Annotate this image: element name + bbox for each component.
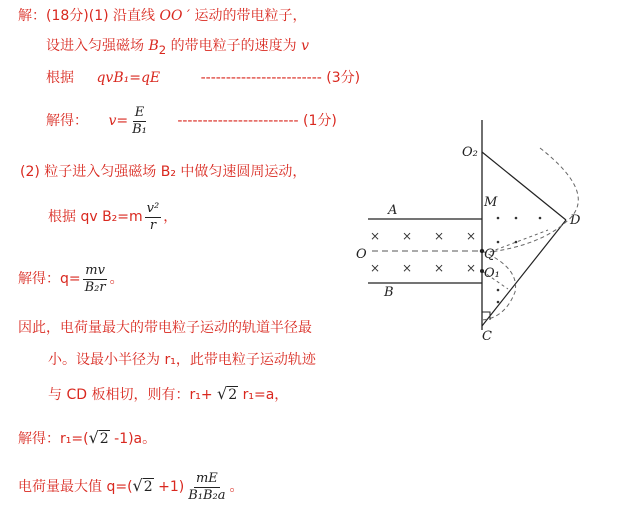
dashes-3: ------------------------ bbox=[200, 70, 322, 86]
v-symbol: v bbox=[301, 38, 309, 54]
frac-num: mv bbox=[85, 262, 105, 278]
label-o1: O₁ bbox=[484, 266, 500, 281]
label-q: Q bbox=[484, 247, 495, 262]
oo-prime: OO ′ bbox=[159, 8, 191, 24]
dashes-4: ------------------------ bbox=[177, 113, 299, 129]
line-1-head: 解：(18分)(1) 沿直线 bbox=[18, 8, 160, 24]
equation-force-balance: qvB₁=qE bbox=[96, 70, 161, 86]
line-3-head: 根据 bbox=[46, 70, 74, 86]
sqrt-2: √2 bbox=[88, 428, 109, 447]
label-c: C bbox=[482, 329, 492, 344]
line-10-tail: r₁=a， bbox=[238, 387, 289, 403]
line-2-head: 设进入匀强磁场 bbox=[46, 38, 149, 54]
field-dot bbox=[497, 217, 500, 220]
frac-num: mE bbox=[195, 470, 218, 486]
line-6-head: 根据 bbox=[48, 209, 81, 225]
label-o: O bbox=[356, 247, 367, 262]
line-2-tail: 的带电粒子的速度为 bbox=[166, 38, 302, 54]
v-equals: v= bbox=[108, 113, 129, 129]
line-11-head: 解得：r₁=( bbox=[18, 431, 89, 447]
radicand: 2 bbox=[99, 431, 109, 447]
frac-den: B₁B₂a bbox=[188, 487, 226, 503]
line-12-mid: +1) bbox=[153, 479, 185, 495]
frac-num: v² bbox=[146, 200, 160, 216]
b2-sub: 2 bbox=[158, 42, 167, 57]
field-dot bbox=[497, 301, 500, 304]
score-3: (3分) bbox=[326, 70, 361, 86]
line-9-text: 小。设最小半径为 r₁，此带电粒子运动轨迹 bbox=[48, 352, 316, 368]
line-8-text: 因此，电荷量最大的带电粒子运动的轨道半径最 bbox=[18, 320, 312, 336]
line-11-tail: -1)a。 bbox=[109, 431, 157, 447]
sqrt-2: √2 bbox=[217, 384, 238, 403]
frac-den: B₂r bbox=[84, 279, 106, 295]
radicand: 2 bbox=[143, 479, 153, 495]
frac-num: E bbox=[134, 104, 145, 120]
x-mark: × bbox=[402, 229, 413, 243]
label-o2: O₂ bbox=[462, 145, 478, 160]
b2-symbol: B bbox=[148, 38, 159, 54]
line-12-head: 电荷量最大值 q=( bbox=[18, 479, 133, 495]
field-dot bbox=[497, 241, 500, 244]
line-1-tail: 运动的带电粒子， bbox=[190, 8, 307, 24]
field-dot bbox=[515, 241, 518, 244]
field-dot bbox=[497, 289, 500, 292]
line-4-head: 解得： bbox=[46, 113, 88, 129]
field-dot bbox=[539, 217, 542, 220]
large-trajectory bbox=[490, 148, 578, 252]
radicand: 2 bbox=[228, 387, 238, 403]
x-mark: × bbox=[402, 261, 413, 275]
line-6-tail: ， bbox=[163, 209, 178, 225]
line-12-tail: 。 bbox=[229, 479, 244, 495]
line-5-text: (2) 粒子进入匀强磁场 B₂ 中做匀速圆周运动， bbox=[20, 164, 307, 180]
sqrt-2: √2 bbox=[132, 476, 153, 495]
equation-lorentz: qv B₂=m bbox=[80, 209, 143, 225]
field-dot bbox=[515, 217, 518, 220]
x-mark: × bbox=[466, 261, 477, 275]
x-mark: × bbox=[370, 261, 381, 275]
x-mark: × bbox=[466, 229, 477, 243]
line-7-tail: 。 bbox=[109, 271, 124, 287]
line-10-head: 与 CD 板相切，则有：r₁+ bbox=[48, 387, 218, 403]
right-angle-mark bbox=[482, 312, 490, 320]
line-7-head: 解得：q= bbox=[18, 271, 81, 287]
label-b: B bbox=[384, 285, 394, 300]
x-mark: × bbox=[434, 261, 445, 275]
label-d: D bbox=[570, 213, 581, 228]
frac-den: B₁ bbox=[132, 121, 147, 137]
frac-den: r bbox=[149, 217, 157, 233]
label-a: A bbox=[388, 203, 398, 218]
x-mark: × bbox=[370, 229, 381, 243]
score-4: (1分) bbox=[303, 113, 337, 129]
x-mark: × bbox=[434, 229, 445, 243]
label-m: M bbox=[484, 195, 498, 210]
